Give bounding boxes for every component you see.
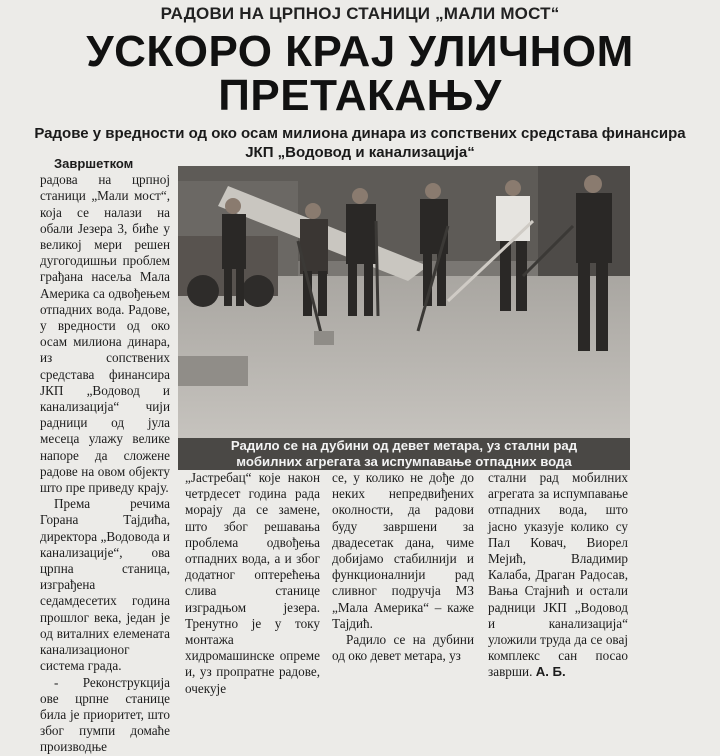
paragraph-4: „Јастребац“ које након четрдесет година рада морају да се замене, што због решавања проблема одвођења отпадних вода, а и због додатног оптерећења слива станице изградњом језера. Тренутно је у току монтажа хидромашинске опреме и, уз пропратне радове, очекује <box>185 470 320 696</box>
headline-line-2: ПРЕТАКАЊУ <box>218 71 502 120</box>
photo-caption <box>178 438 630 470</box>
article-column-4 <box>488 470 628 681</box>
author-signature: А. Б. <box>535 664 566 680</box>
lead-word: Завршетком <box>54 156 134 171</box>
news-photo <box>178 166 630 438</box>
paragraph-3: - Реконструкција ове црпне станице била је приоритет, што због пумпи домаће производње <box>40 674 170 755</box>
headline-line-1: УСКОРО КРАЈ УЛИЧНОМ <box>86 27 634 76</box>
article-column-1 <box>40 156 170 756</box>
paragraph-7-text: стални рад мобилних агрегата за испумпавање отпадних вода, што јасно указује колико су Пал Ковач, Виорел Мејић, Владимир Калаба, Драган Радосав, Вања Стајнић и остали радници ЈКП „Водовод и канализација“ уложили труда да се овај комплекс сан посао заврши. <box>488 470 628 680</box>
paragraph-2: Према речима Горана Тајдића, директора „Водовода и канализације“, ова црпна станица, изграђена седамдесетих година прошлог века, један је од виталних елемената канализационог система града. <box>40 496 170 674</box>
photo-caption-line-2: мобилних агрегата за испумпавање отпадних вода <box>236 454 572 469</box>
kicker: РАДОВИ НА ЦРПНОЈ СТАНИЦИ „МАЛИ МОСТ“ <box>160 4 560 23</box>
article-column-2 <box>185 470 320 697</box>
paragraph-5: се, у колико не дође до неких непредвиђених околности, да радови буду завршени за двадесетак дана, чиме добијамо стабилнији и функционалнији рад сливног подручја МЗ „Мала Америка“ – каже Тајдић. <box>332 470 474 631</box>
paragraph-6: Радило се на дубини од око девет метара, уз <box>332 632 474 664</box>
paragraph-1-text: радова на црпној станици „Мали мост“, која се налази на обали Језера 3, биће у великој мери решен дугогодишњи проблем грађана насеља Мала Америка са одвођењем отпадних вода. Радове, у вредности од око осам милиона динара, из сопствених средстава финансира ЈКП „Водовод и канализација“ чији радници од јула месеца улажу велике напоре да сложене радове на овом објекту што пре приведу крају. <box>40 172 170 496</box>
photo-workers-illustration <box>178 166 630 438</box>
subheadline-line-2: ЈКП „Водовод и канализација“ <box>245 144 475 161</box>
headline <box>0 27 720 120</box>
paragraph-1 <box>40 156 170 496</box>
article-column-3 <box>332 470 474 664</box>
paragraph-7 <box>488 470 628 681</box>
subheadline-line-1: Радове у вредности од око осам милиона динара из сопствених средстава финансира <box>34 125 686 142</box>
photo-caption-line-1: Радило се на дубини од девет метара, уз стални рад <box>230 438 578 453</box>
